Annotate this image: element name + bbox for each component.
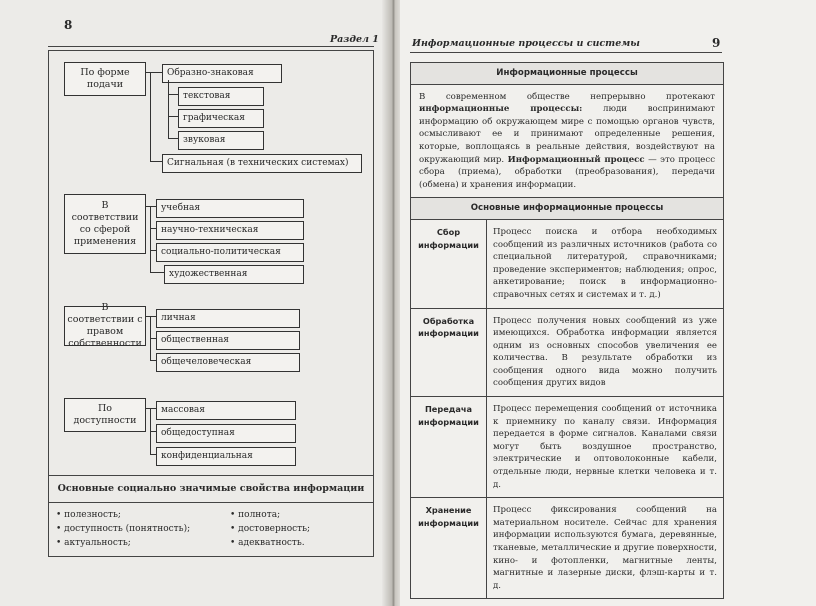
left-page bbox=[0, 0, 400, 606]
item-educational: учебная bbox=[156, 199, 304, 218]
table-row bbox=[411, 309, 723, 398]
connector bbox=[150, 161, 162, 162]
row-text: Процесс поиска и отбора необходимых сообщений из различных источников (работа со специальной литературой, справочниками; проведение экспериментов; наблюдения; опрос, анкетирование; поиск в информационно-справочных сетях и системах и т. д.) bbox=[493, 226, 717, 300]
table-title: Информационные процессы bbox=[411, 63, 723, 85]
property-item: • доступность (понятность); bbox=[56, 522, 190, 536]
table-subtitle: Основные информационные процессы bbox=[411, 198, 723, 220]
item-sound: звуковая bbox=[178, 131, 264, 150]
item-confidential: конфиденциальная bbox=[156, 447, 296, 466]
item-text: текстовая bbox=[178, 87, 264, 106]
item-personal: личная bbox=[156, 309, 300, 328]
running-head-right: Информационные процессы и системы bbox=[412, 38, 640, 49]
properties-title: Основные социально значимые свойства информации bbox=[57, 483, 365, 494]
row-label: Обработка информации bbox=[411, 309, 487, 397]
property-item: • достоверность; bbox=[230, 522, 310, 536]
item-artistic: художественная bbox=[164, 265, 304, 284]
properties-rule-top bbox=[48, 475, 374, 476]
row-label: Хранение информации bbox=[411, 498, 487, 598]
connector bbox=[150, 72, 151, 161]
item-generally-available: общедоступная bbox=[156, 424, 296, 443]
table-row bbox=[411, 220, 723, 309]
connector bbox=[168, 94, 178, 95]
item-public: общественная bbox=[156, 331, 300, 350]
properties-list-left bbox=[56, 508, 190, 550]
running-head-left: Раздел 1 bbox=[330, 34, 379, 45]
properties-rule-bottom bbox=[48, 502, 374, 503]
connector bbox=[168, 116, 178, 117]
category-box-ownership: В соответствии с правом собственности bbox=[64, 306, 146, 346]
row-text: Процесс получения новых сообщений из уже имеющихся. Обработка информации является одним из основных способов увеличения ее количества. В результате обработки из сообщения одного вида можно получить сообщения других видов bbox=[493, 315, 717, 389]
row-text: Процесс перемещения сообщений от источника к приемнику по каналу связи. Информация передается в форме сигналов. Каналами связи могут быть воздушное пространство, электрические и оптоволоконные кабели, отдельные люди, нервные клетки человека и т. д. bbox=[493, 404, 717, 490]
row-label: Сбор информации bbox=[411, 220, 487, 308]
connector bbox=[150, 206, 151, 272]
table-row bbox=[411, 397, 723, 498]
table-row bbox=[411, 498, 723, 598]
connector bbox=[150, 272, 164, 273]
item-signal: Сигнальная (в технических системах) bbox=[162, 154, 362, 173]
property-item: • полезность; bbox=[56, 508, 190, 522]
page-number-left: 8 bbox=[64, 18, 73, 32]
item-graphic: графическая bbox=[178, 109, 264, 128]
property-item: • актуальность; bbox=[56, 536, 190, 550]
category-box-sphere: В соответствии со сферой применения bbox=[64, 194, 146, 254]
page-number-right: 9 bbox=[712, 36, 721, 50]
item-scientific: научно-техническая bbox=[156, 221, 304, 240]
intro-paragraph: В современном обществе непрерывно протекают информационные процессы: люди воспринимают информацию об окружающем мире с помощью органов чувств, осмысливают ее и принимают определенные решения, которые, воплощаясь в реальные действия, воздействуют на окружающий мир. Информационный процесс — это процесс сбора (приема), обработки (преобразования), передачи (обмена) и хранения информации. bbox=[411, 85, 723, 199]
header-rule-left bbox=[48, 46, 374, 47]
property-item: • полнота; bbox=[230, 508, 310, 522]
property-item: • адекватность. bbox=[230, 536, 310, 550]
item-figurative: Образно-знаковая bbox=[162, 64, 282, 83]
row-text: Процесс фиксирования сообщений на материальном носителе. Сейчас для хранения информации используются бумага, деревянные, тканевые, металлические и другие поверхности, кино- и фотопленки, магнитные ленты, магнитные и лазерные диски, флэш-карты и т. д. bbox=[493, 505, 717, 591]
item-sociopolitical: социально-политическая bbox=[156, 243, 304, 262]
connector bbox=[146, 72, 162, 73]
category-box-accessibility: По доступности bbox=[64, 398, 146, 432]
term-info-processes: информационные процессы: bbox=[419, 104, 583, 115]
connector bbox=[168, 80, 169, 138]
term-info-process: Информационный процесс bbox=[507, 154, 645, 165]
item-universal: общечеловеческая bbox=[156, 353, 300, 372]
connector bbox=[168, 138, 178, 139]
item-mass: массовая bbox=[156, 401, 296, 420]
info-processes-table bbox=[410, 62, 724, 599]
properties-list-right bbox=[230, 508, 310, 550]
row-label: Передача информации bbox=[411, 397, 487, 497]
header-rule-right bbox=[410, 52, 722, 53]
category-box-form: По форме подачи bbox=[64, 62, 146, 96]
